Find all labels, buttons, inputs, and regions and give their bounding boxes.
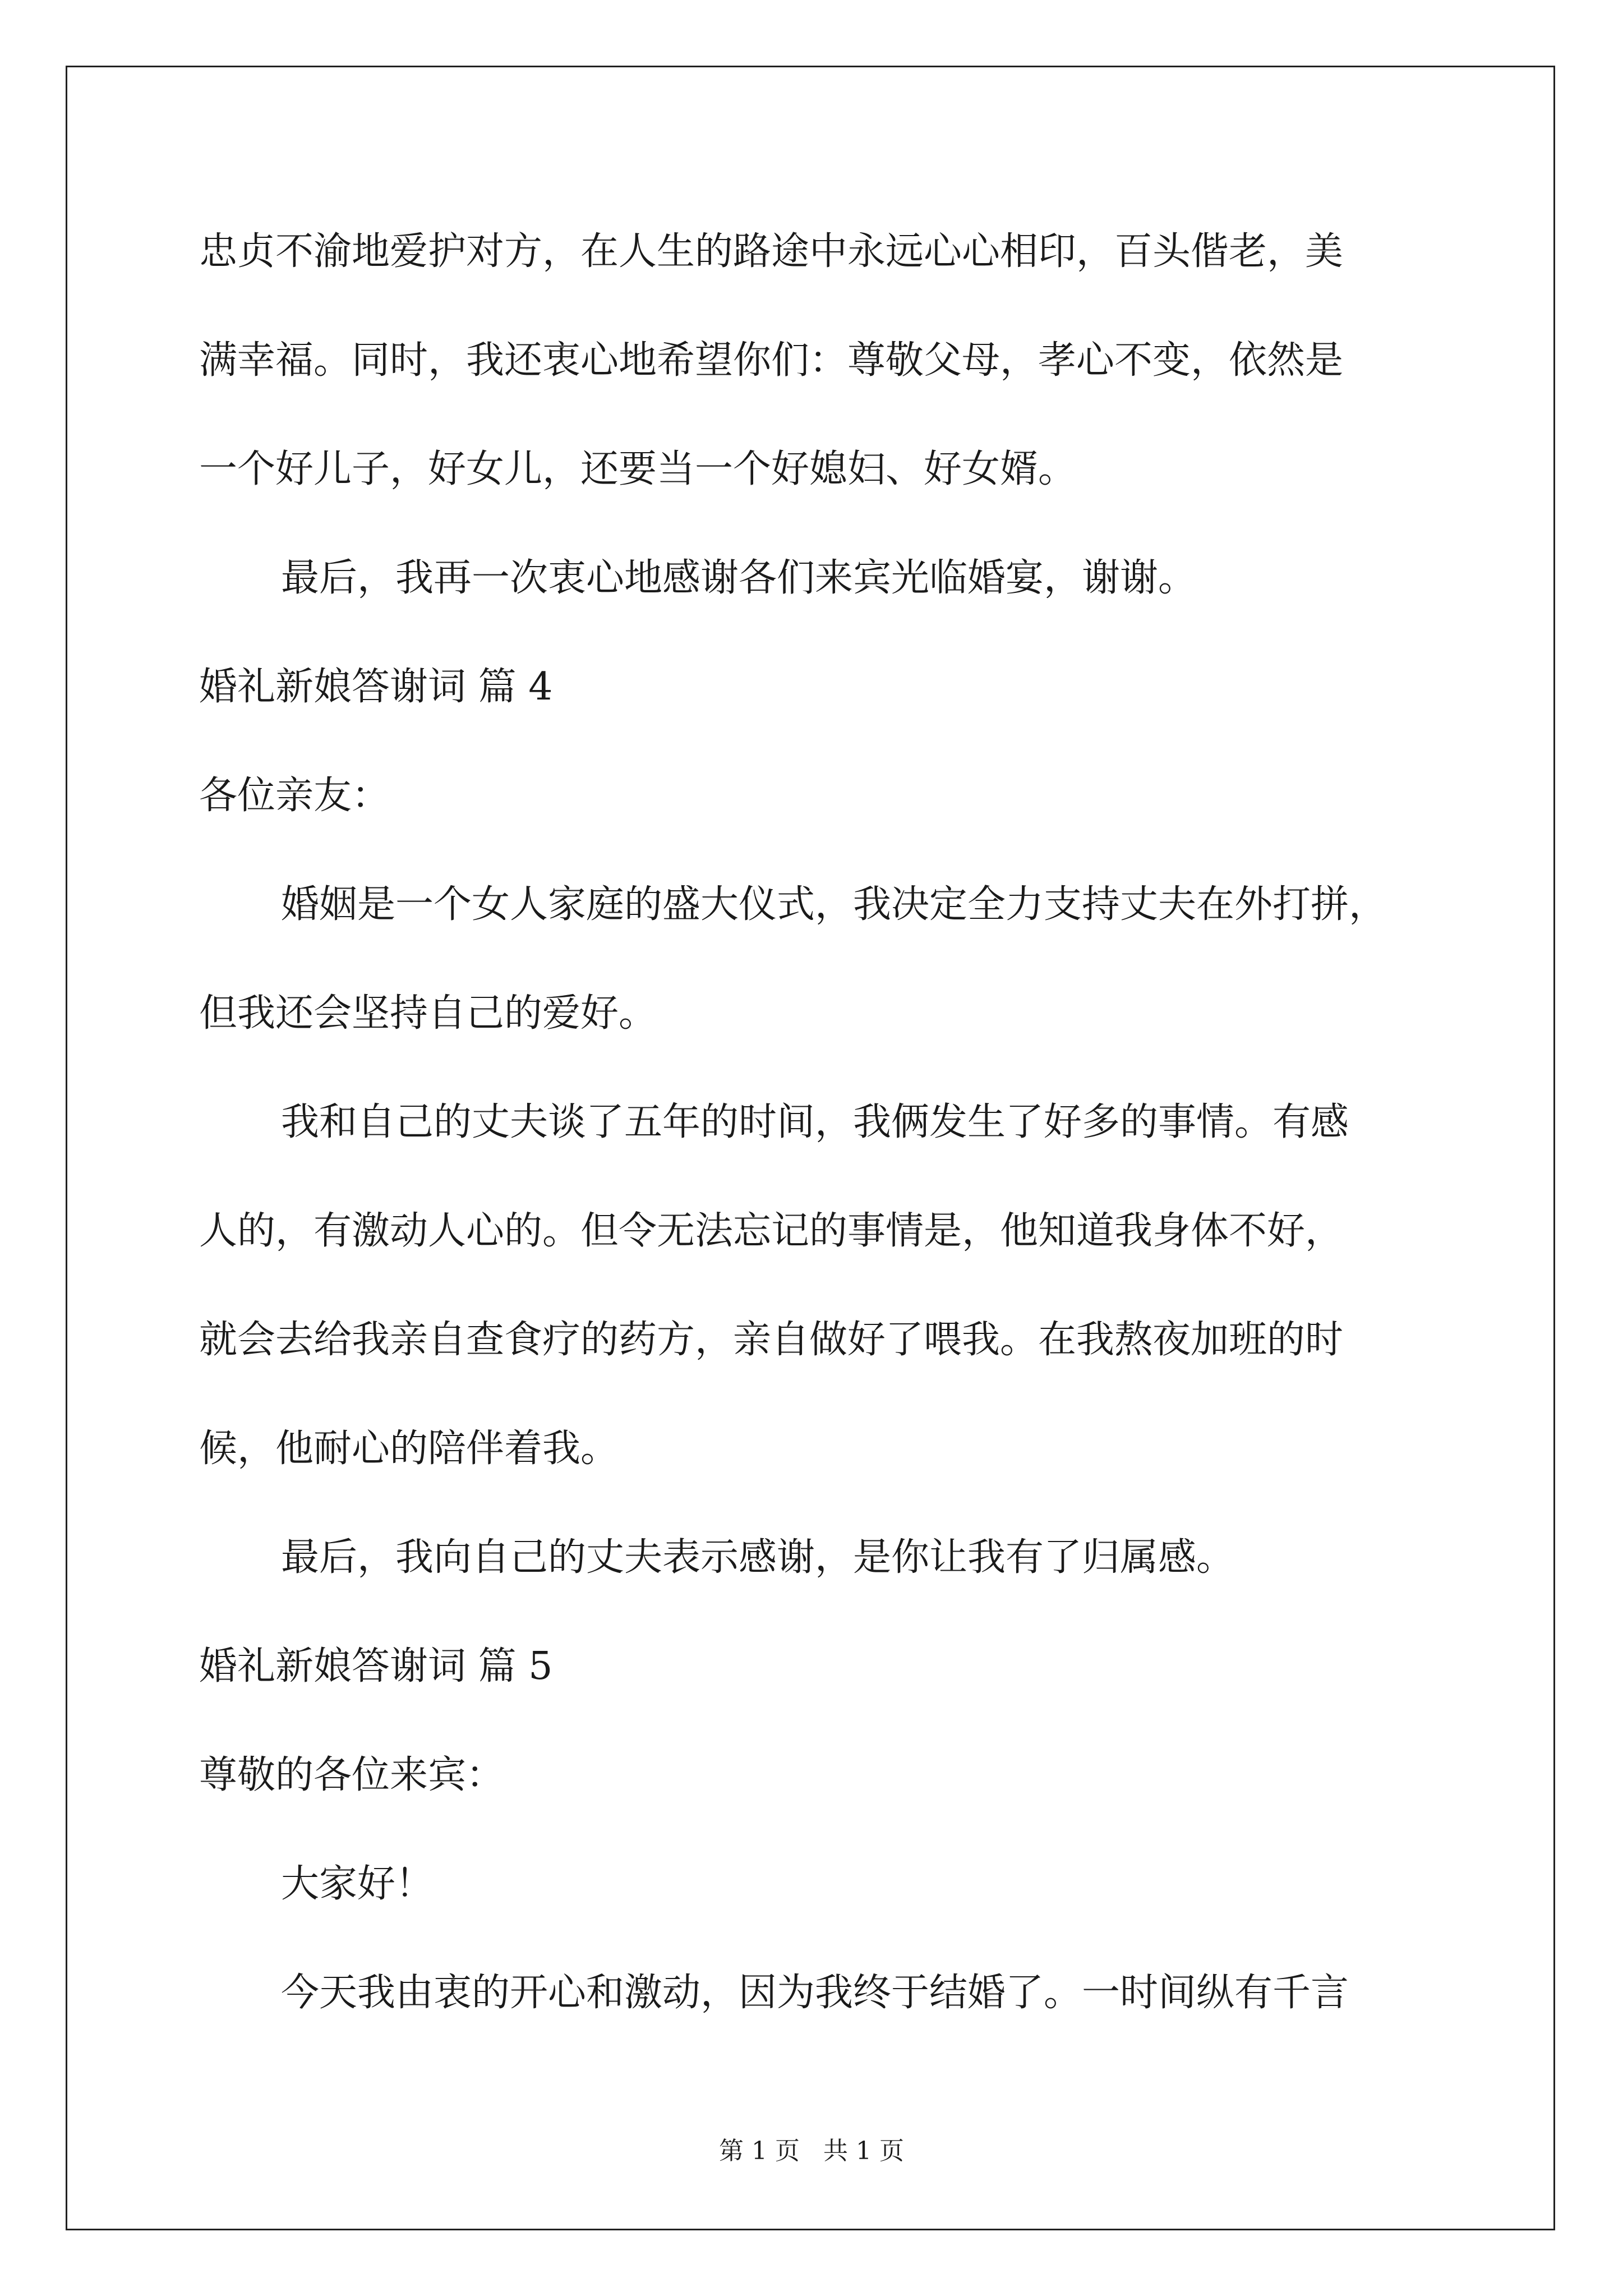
paragraph-line: 我和自己的丈夫谈了五年的时间，我俩发生了好多的事情。有感 — [281, 1100, 1349, 1144]
salutation: 尊敬的各位来宾： — [199, 1753, 505, 1797]
paragraph-line: 但我还会坚持自己的爱好。 — [199, 991, 657, 1036]
paragraph-line: 今天我由衷的开心和激动，因为我终于结婚了。一时间纵有千言 — [281, 1971, 1349, 2015]
paragraph-line: 满幸福。同时，我还衷心地希望你们：尊敬父母，孝心不变，依然是 — [199, 338, 1344, 383]
paragraph-line: 最后，我向自己的丈夫表示感谢，是你让我有了归属感。 — [281, 1535, 1235, 1580]
paragraph-line: 大家好！ — [281, 1862, 434, 1906]
paragraph-line: 候，他耐心的陪伴着我。 — [199, 1427, 619, 1471]
section-heading: 婚礼新娘答谢词 篇 5 — [199, 1644, 553, 1688]
paragraph-line: 就会去给我亲自查食疗的药方，亲自做好了喂我。在我熬夜加班的时 — [199, 1318, 1344, 1362]
paragraph-line: 一个好儿子，好女儿，还要当一个好媳妇、好女婿。 — [199, 447, 1077, 491]
salutation: 各位亲友： — [199, 774, 390, 818]
paragraph-line: 婚姻是一个女人家庭的盛大仪式，我决定全力支持丈夫在外打拼， — [281, 882, 1387, 927]
section-heading: 婚礼新娘答谢词 篇 4 — [199, 665, 553, 709]
paragraph-line: 最后，我再一次衷心地感谢各们来宾光临婚宴，谢谢。 — [281, 556, 1197, 600]
paragraph-line: 忠贞不渝地爱护对方，在人生的路途中永远心心相印，百头偕老，美 — [199, 229, 1344, 274]
page-footer: 第 1 页 共 1 页 — [719, 2137, 904, 2165]
paragraph-line: 人的，有激动人心的。但令无法忘记的事情是，他知道我身体不好， — [199, 1209, 1344, 1253]
